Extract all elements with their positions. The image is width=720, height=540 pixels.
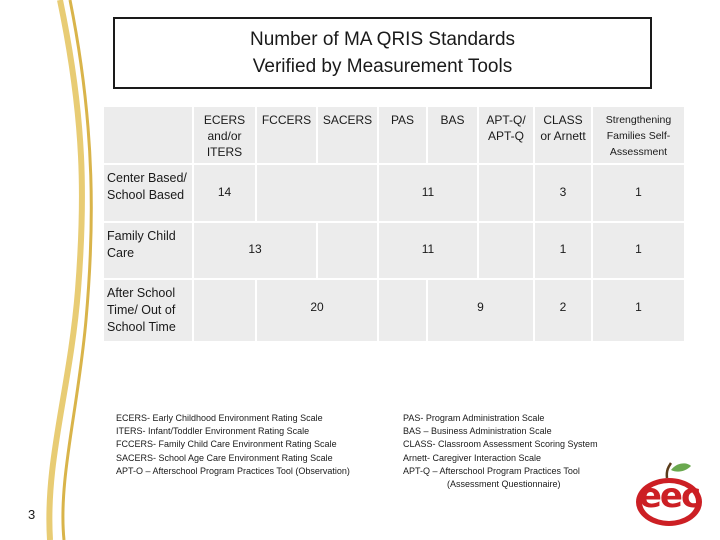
cell-after-bas-apt: 9	[426, 280, 533, 343]
legend-item: APT-Q – Afterschool Program Practices Tool	[403, 465, 580, 476]
cell-fcc-pas-bas: 11	[377, 223, 477, 280]
legend-item: Arnett- Caregiver Interaction Scale	[403, 452, 542, 463]
eec-logo	[633, 458, 705, 528]
title-line-1: Number of MA QRIS Standards	[249, 29, 516, 50]
cell-center-class: 3	[533, 165, 591, 223]
standards-table	[104, 107, 684, 343]
col-header-pas: PAS	[377, 107, 426, 165]
cell-fcc-sf: 1	[591, 223, 684, 280]
table-row	[104, 165, 684, 223]
cell-center-ecers: 14	[192, 165, 255, 223]
col-header-bas: BAS	[426, 107, 477, 165]
col-header-ecers: ECERS and/or ITERS	[192, 107, 255, 165]
legend-item: CLASS- Classroom Assessment Scoring System	[403, 439, 598, 450]
decorative-curves	[0, 0, 110, 540]
cell-after-pas	[377, 280, 426, 343]
legend-item: PAS- Program Administration Scale	[403, 413, 545, 423]
col-header-class: CLASS or Arnett	[533, 107, 591, 165]
cell-after-sf: 1	[591, 280, 684, 343]
cell-center-fccers-sacers	[255, 165, 377, 223]
cell-fcc-sacers	[316, 223, 377, 280]
legend-item: APT-O – Afterschool Program Practices Tool (Observation)	[116, 465, 350, 476]
row-label-after-school: After School Time/ Out of School Time	[104, 280, 192, 343]
table-row	[104, 280, 684, 343]
col-header-fccers: FCCERS	[255, 107, 316, 165]
legend-left	[116, 412, 350, 478]
logo-text: eec	[638, 476, 700, 516]
cell-center-sf: 1	[591, 165, 684, 223]
cell-after-fccers-sacers: 20	[255, 280, 377, 343]
legend-item: BAS – Business Administration Scale	[403, 426, 552, 437]
legend-item: ITERS- Infant/Toddler Environment Rating Scale	[116, 426, 310, 437]
cell-after-ecers	[192, 280, 255, 343]
cell-fcc-class: 1	[533, 223, 591, 280]
cell-fcc-apt	[477, 223, 533, 280]
header-corner	[104, 107, 192, 165]
legend-item: FCCERS- Family Child Care Environment Rating Scale	[116, 439, 337, 450]
row-label-family-child-care: Family Child Care	[104, 223, 192, 280]
cell-center-apt	[477, 165, 533, 223]
row-label-center-based: Center Based/ School Based	[104, 165, 192, 223]
header-row	[104, 107, 684, 165]
title-line-2: Verified by Measurement Tools	[252, 56, 513, 77]
col-header-apt: APT-Q/ APT-Q	[477, 107, 533, 165]
legend-item: SACERS- School Age Care Environment Rating Scale	[116, 452, 333, 463]
col-header-sacers: SACERS	[316, 107, 377, 165]
col-header-strengthening-families: Strengthening Families Self-Assessment	[591, 107, 684, 165]
legend-item: (Assessment Questionnaire)	[447, 479, 561, 490]
cell-after-class: 2	[533, 280, 591, 343]
table-row	[104, 223, 684, 280]
legend-right	[403, 412, 598, 491]
cell-fcc-ecers-fccers: 13	[192, 223, 316, 280]
legend-item: ECERS- Early Childhood Environment Rating Scale	[116, 413, 323, 423]
page-number: 3	[28, 507, 36, 522]
cell-center-pas-bas: 11	[377, 165, 477, 223]
title-box	[113, 17, 652, 89]
